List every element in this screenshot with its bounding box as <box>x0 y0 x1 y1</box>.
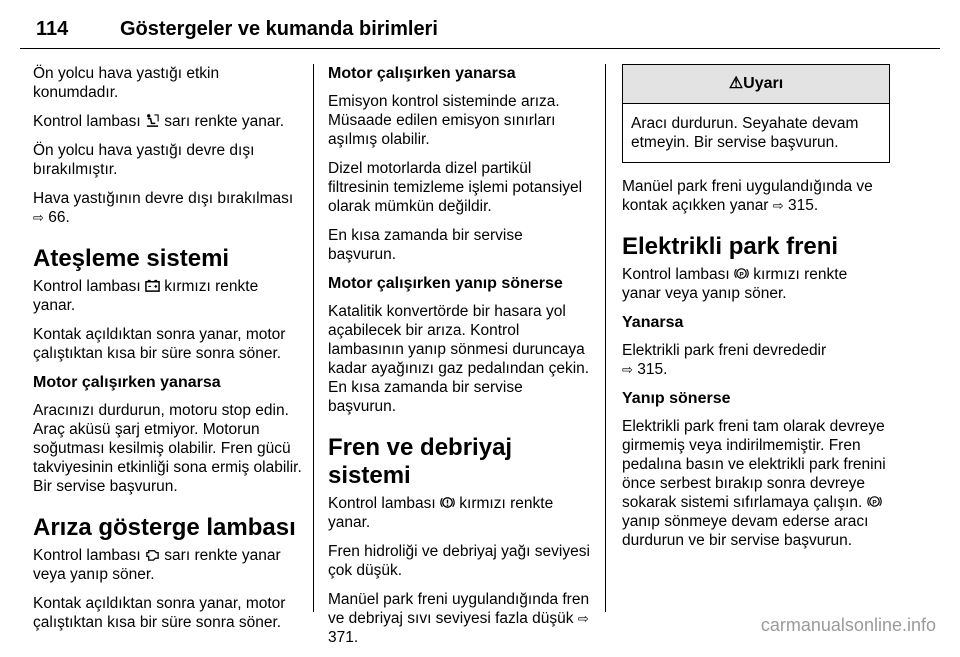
svg-text:P: P <box>871 499 877 507</box>
parking-brake-icon <box>867 494 882 509</box>
warning-title: Uyarı <box>743 75 784 92</box>
paragraph: Dizel motorlarda dizel partikül filtresinin temizleme işlemi potansiyel olarak mümkün değildir. <box>328 160 583 215</box>
page-reference[interactable]: 371. <box>328 629 359 646</box>
arrow-icon: ⇨ <box>622 362 633 377</box>
paragraph: Hava yastığının devre dışı bırakılması ⇨ 66. <box>33 190 294 226</box>
paragraph: Kontak açıldıktan sonra yanar, motor çalıştıktan kısa bir süre sonra söner. <box>33 595 286 631</box>
subsection-heading: Yanarsa <box>622 314 684 331</box>
svg-text:P: P <box>739 271 744 279</box>
paragraph: Kontrol lambası sarı renkte yanar. <box>33 113 285 130</box>
section-heading: Elektrikli park freni <box>622 233 839 260</box>
airbag-off-icon <box>145 113 160 128</box>
section-heading: Ateşleme sistemi <box>33 245 230 272</box>
arrow-icon: ⇨ <box>772 198 784 213</box>
subsection-heading: Motor çalışırken yanıp sönerse <box>328 275 563 292</box>
watermark: carmanualsonline.info <box>760 615 936 635</box>
page-title: Göstergeler ve kumanda birimleri <box>120 18 438 40</box>
paragraph: Kontak açıldıktan sonra yanar, motor çalıştıktan kısa bir süre sonra söner. <box>33 326 286 362</box>
paragraph: Kontrol lambası kırmızı renkte yanar. <box>33 278 259 314</box>
paragraph: Kontrol lambası kırmızı renkte yanar. <box>328 495 554 531</box>
subsection-heading: Yanıp sönerse <box>622 390 731 407</box>
subsection-heading: Motor çalışırken yanarsa <box>328 65 516 82</box>
column-right <box>622 64 890 560</box>
warning-header <box>623 65 889 104</box>
paragraph: Emisyon kontrol sisteminde arıza. Müsaade edilen emisyon sınırları aşılmış olabilir. <box>328 93 560 148</box>
paragraph: Kontrol lambası P kırmızı renkte yanar veya yanıp söner. <box>622 266 848 302</box>
subsection-heading: Motor çalışırken yanarsa <box>33 374 221 391</box>
arrow-icon: ⇨ <box>33 210 44 225</box>
paragraph: Manüel park freni uygulandığında fren ve debriyaj sıvı seviyesi fazla düşük ⇨ 371. <box>328 591 590 646</box>
paragraph: Elektrikli park freni devrededir ⇨ 315. <box>622 342 827 378</box>
paragraph: Aracınızı durdurun, motoru stop edin. Araç aküsü şarj etmiyor. Motorun soğutması kesilmiş olabilir. Fren gücü takviyesinin etkinliği sona ermiş olabilir. Bir servise başvurun. <box>33 402 302 495</box>
column-middle <box>328 64 594 657</box>
paragraph: Katalitik konvertörde bir hasara yol açabilecek bir arıza. Kontrol lambasının yanıp sönmesi duruncaya kadar ayağınızı gaz pedalından çekin. En kısa zamanda bir servise başvurun. <box>328 303 590 415</box>
paragraph: Ön yolcu hava yastığı etkin konumdadır. <box>33 65 220 101</box>
page-header <box>20 8 940 49</box>
battery-icon <box>145 278 160 293</box>
column-divider <box>605 64 606 612</box>
paragraph: Ön yolcu hava yastığı devre dışı bırakılmıştır. <box>33 142 255 178</box>
parking-brake-icon <box>734 266 749 281</box>
arrow-icon: ⇨ <box>577 611 589 626</box>
page-reference[interactable]: 66. <box>48 209 70 226</box>
engine-check-icon <box>145 547 160 562</box>
paragraph: En kısa zamanda bir servise başvurun. <box>328 227 523 263</box>
brake-warning-icon <box>440 495 455 510</box>
page-reference[interactable]: 315. <box>788 197 819 214</box>
paragraph: Kontrol lambası sarı renkte yanar veya yanıp söner. <box>33 547 281 583</box>
paragraph: Elektrikli park freni tam olarak devreye girmemiş veya indirilmemiştir. Fren pedalına basın ve elektrikli park frenini önce serbest bırakıp sonra devreye sokarak sistemi sıfırlamaya çalışın. P yanıp sönmeye devam ederse aracı durdurun ve bir servise başvurun. <box>622 418 886 549</box>
paragraph: Manüel park freni uygulandığında ve kontak açıkken yanar ⇨ 315. <box>622 178 873 214</box>
page-reference[interactable]: 315. <box>637 361 668 378</box>
warning-text: Aracı durdurun. Seyahate devam etmeyin. Bir servise başvurun. <box>631 115 859 151</box>
warning-triangle-icon: ⚠ <box>728 75 744 92</box>
page-number: 114 <box>36 18 69 40</box>
section-heading: Fren ve debriyaj sistemi <box>328 434 513 489</box>
section-heading: Arıza gösterge lambası <box>33 514 296 541</box>
column-left <box>33 64 303 642</box>
column-divider <box>313 64 314 612</box>
paragraph: Fren hidroliği ve debriyaj yağı seviyesi çok düşük. <box>328 543 590 579</box>
warning-box <box>622 64 890 163</box>
